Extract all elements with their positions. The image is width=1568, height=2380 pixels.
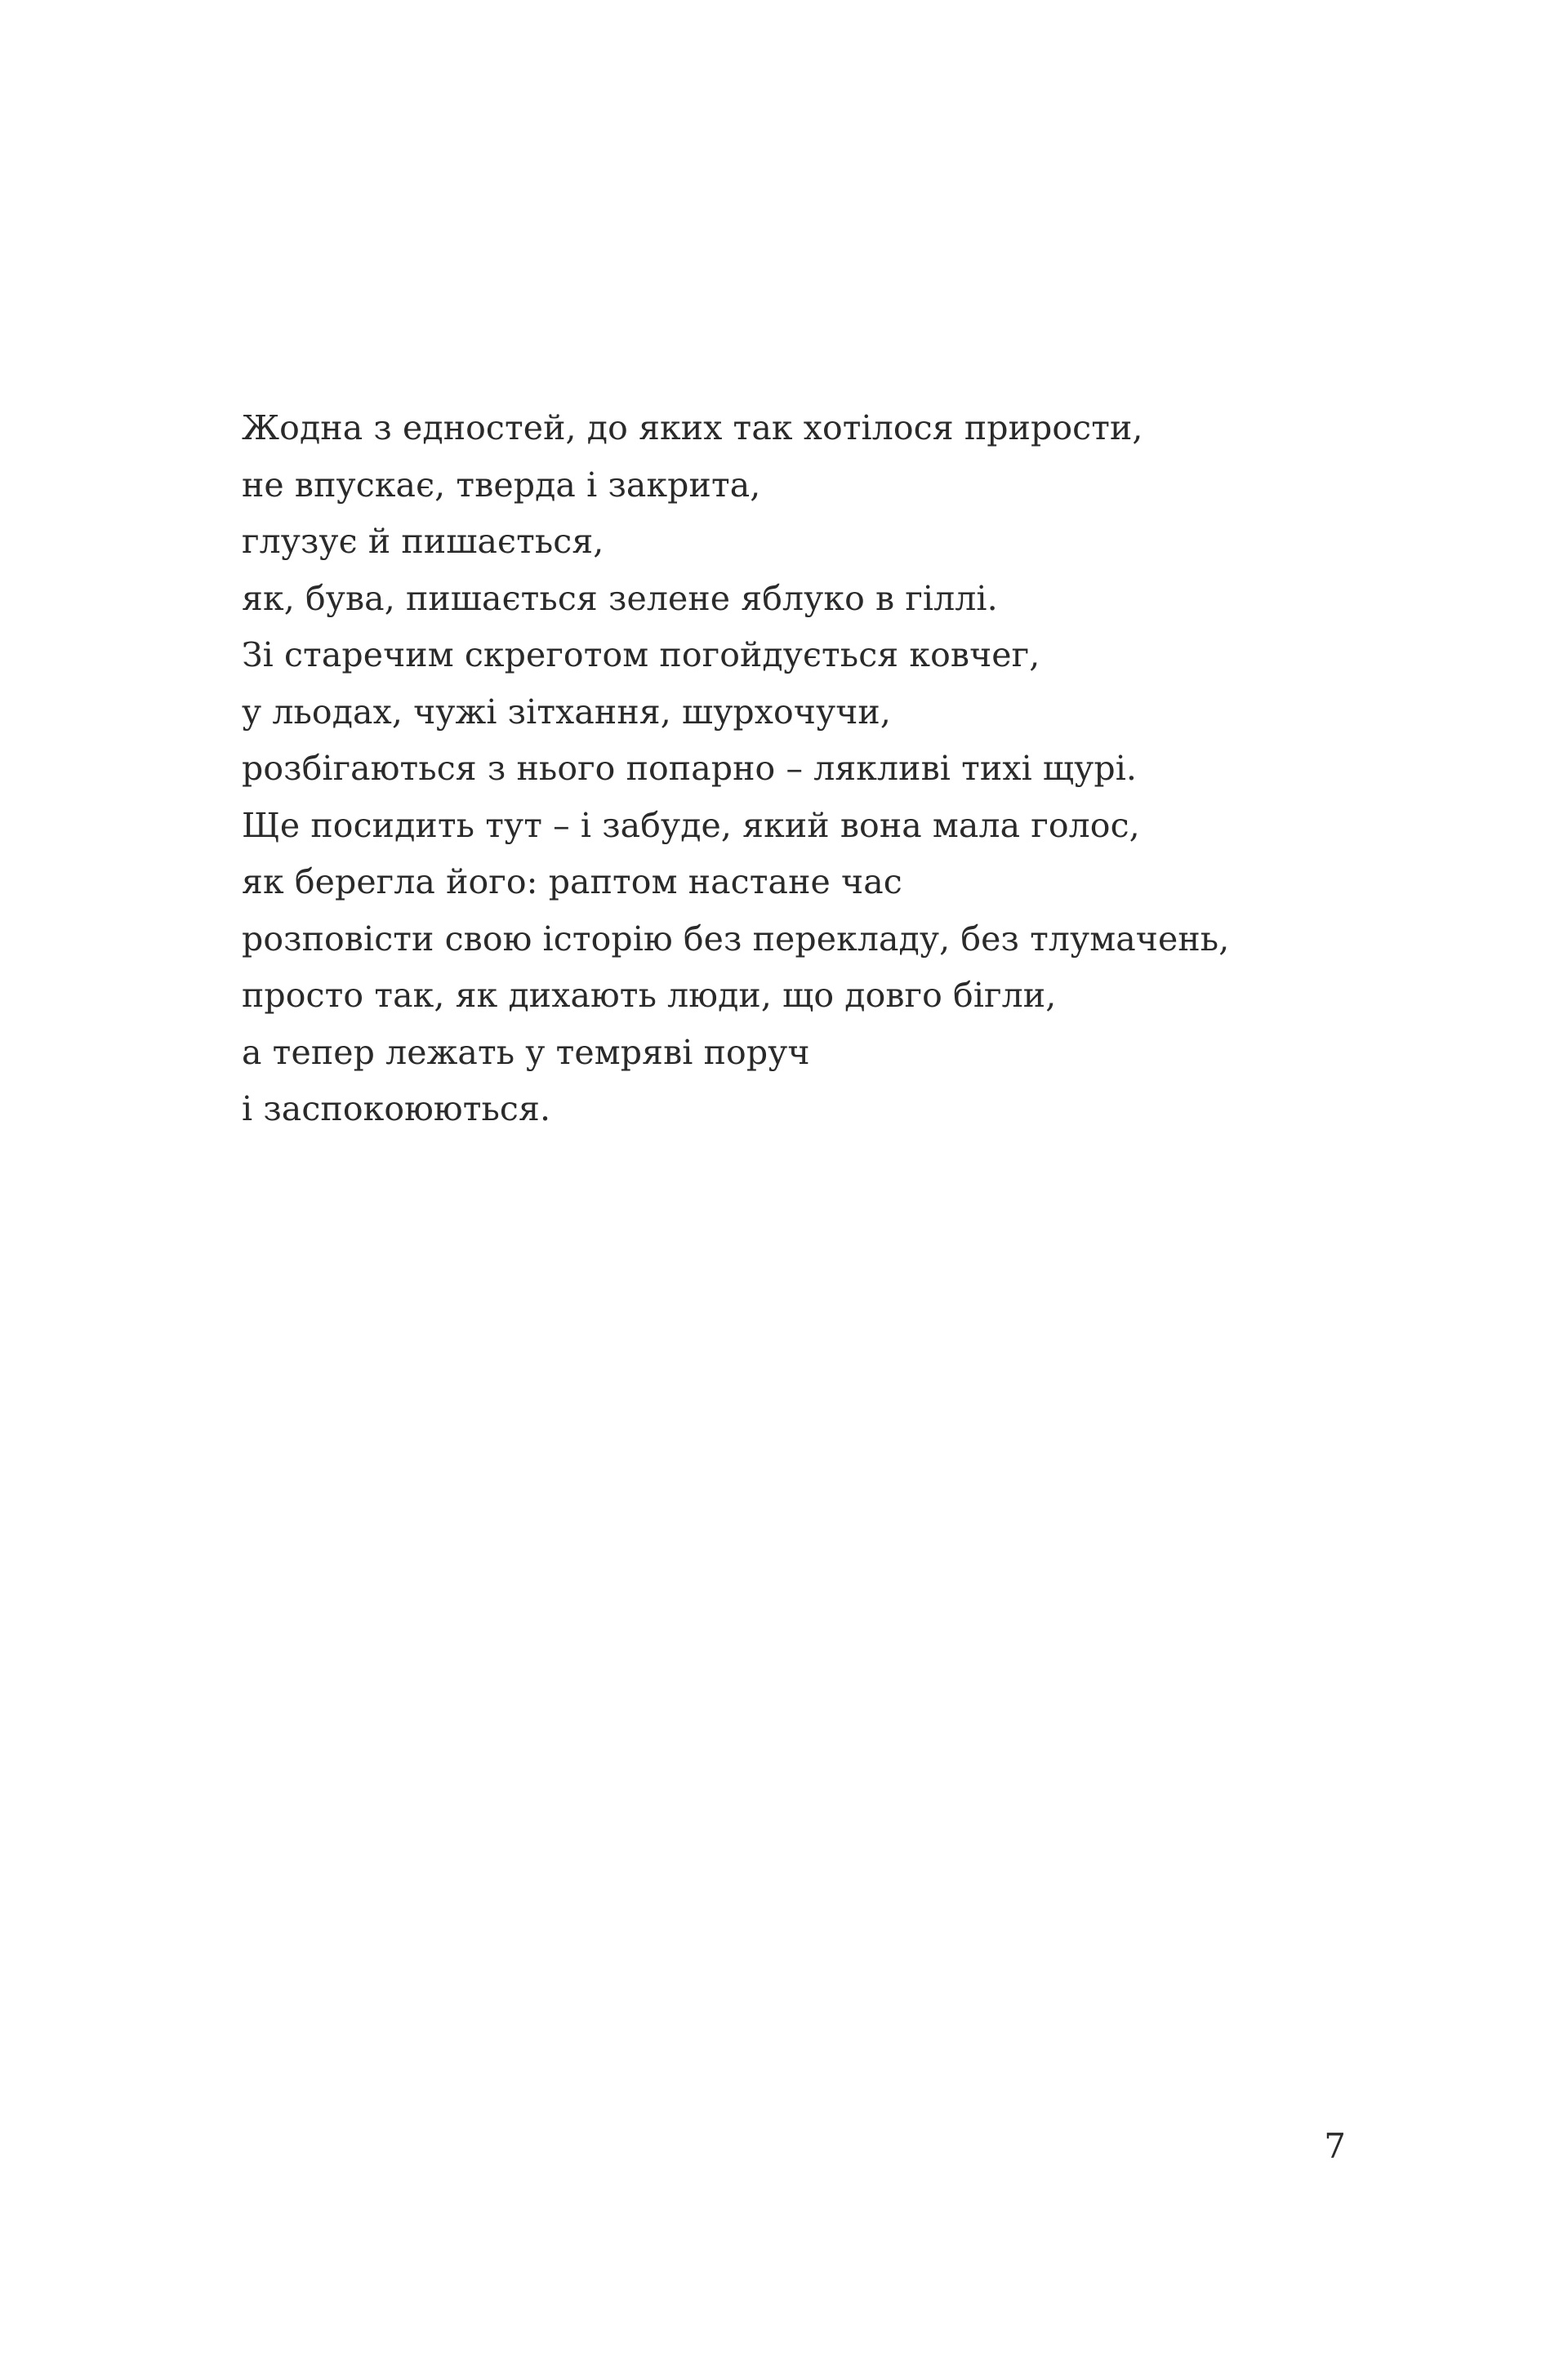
- poem-line-8: Ще посидить тут – і забуде, який вона мала голос,: [242, 805, 1140, 845]
- poem-line-12: а тепер лежать у темряві поруч: [242, 1032, 810, 1072]
- poem-text: [242, 400, 1229, 1138]
- poem-line-2: не впускає, тверда і закрита,: [242, 465, 761, 505]
- poem-line-4: як, бува, пишається зелене яблуко в гіллі.: [242, 578, 998, 618]
- poem-line-13: і заспокоюються.: [242, 1089, 551, 1128]
- poem-line-3: глузує й пишається,: [242, 522, 604, 561]
- poem-line-7: розбігаються з нього попарно – лякливі тихі щурі.: [242, 749, 1138, 788]
- poem-line-6: у льодах, чужі зітхання, шурхочучи,: [242, 692, 891, 732]
- poem-line-5: Зі старечим скреготом погойдується ковчег,: [242, 635, 1040, 674]
- poem-line-10: розповісти свою історію без перекладу, без тлумачень,: [242, 919, 1230, 959]
- poem-line-9: як берегла його: раптом настане час: [242, 862, 902, 901]
- poem-line-11: просто так, як дихають люди, що довго бігли,: [242, 976, 1057, 1015]
- poem-line-1: Жодна з едностей, до яких так хотілося прирости,: [242, 408, 1143, 447]
- page-number: 7: [1324, 2126, 1346, 2166]
